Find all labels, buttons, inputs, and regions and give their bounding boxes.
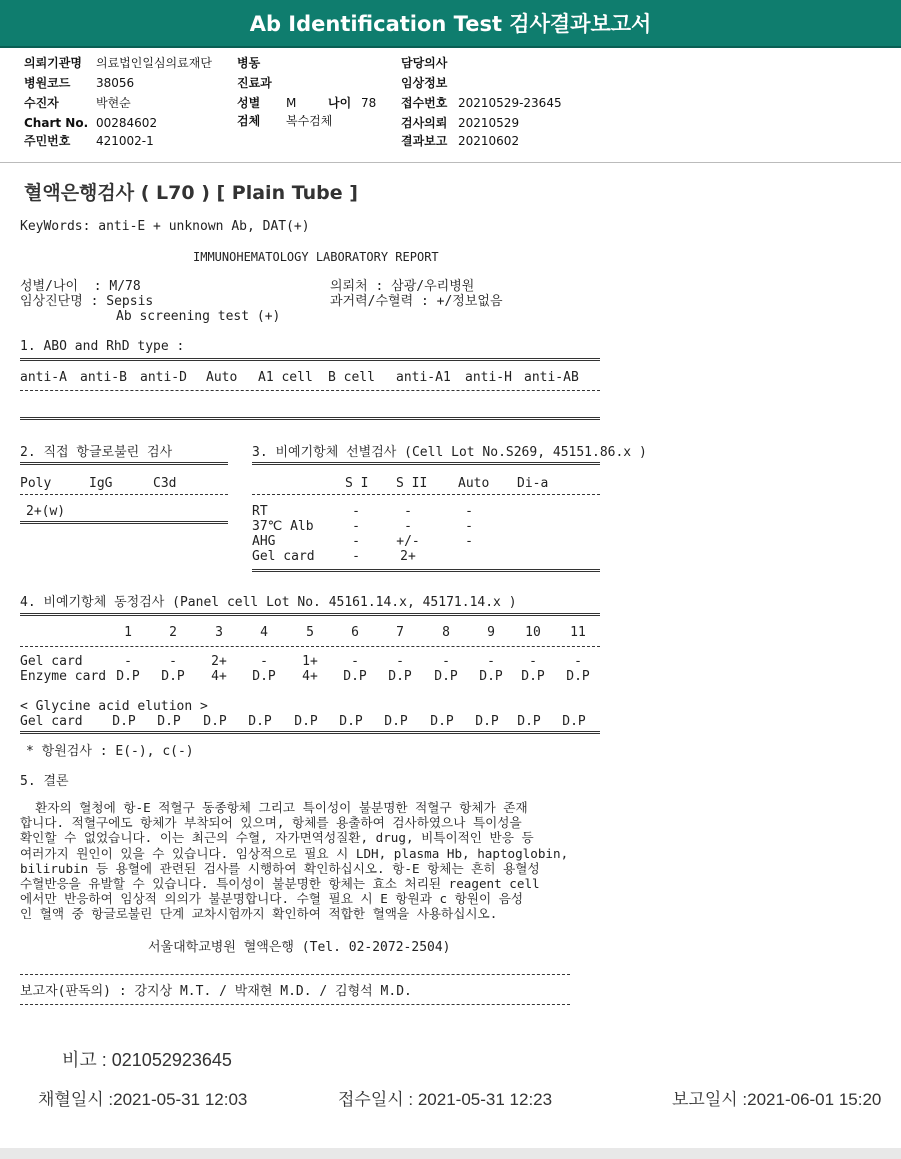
test-title: 혈액은행검사 ( L70 ) [ Plain Tube ]: [24, 182, 358, 204]
panel-cell: 4+: [211, 669, 227, 684]
panel-cell: -: [351, 654, 359, 669]
glycine-cell: D.P: [384, 714, 408, 729]
header-age: 나이: [328, 96, 352, 110]
abo-header: B cell: [328, 370, 375, 385]
report-title: Ab Identification Test 검사결과보고서: [0, 0, 901, 46]
conclusion-line: bilirubin 등 용혈에 관련된 검사를 시행하여 확인하십시오. 항-E 항체는 흔히 용혈성: [20, 860, 540, 876]
header-clinical-info: 임상정보: [401, 76, 448, 90]
screening-cell: +/-: [396, 534, 420, 549]
screening-header: Auto: [458, 476, 490, 491]
patient-diagnosis: 임상진단명 : Sepsis: [20, 294, 154, 309]
screening-row-label: Gel card: [252, 549, 315, 564]
header-chart-no-value: 00284602: [96, 116, 158, 130]
screening-cell: -: [352, 504, 360, 519]
panel-column-number: 9: [487, 625, 495, 640]
panel-column-number: 1: [124, 625, 132, 640]
header-department: 진료과: [237, 76, 272, 90]
conclusion-line: 합니다. 적혈구에도 항체가 부착되어 있으며, 항체를 용출하여 검사하였으나 특이성을: [20, 815, 522, 831]
header-specimen: 검체: [237, 114, 261, 128]
screening-cell: -: [465, 504, 473, 519]
header-patient-value: 박현순: [96, 96, 131, 110]
screening-row-label: 37℃ Alb: [252, 519, 314, 534]
section-2-bottom-rule: [20, 521, 228, 524]
reporter-bottom-rule: [20, 1004, 570, 1005]
screening-row-label: AHG: [252, 534, 276, 549]
panel-cell: -: [442, 654, 450, 669]
screening-cell: -: [352, 519, 360, 534]
reported-time: 보고일시 :2021-06-01 15:20: [672, 1090, 882, 1109]
abo-header: anti-A1: [396, 370, 451, 385]
title-underline: [0, 46, 901, 48]
abo-header: A1 cell: [258, 370, 313, 385]
panel-cell: -: [487, 654, 495, 669]
section-2-value: 2+(w): [26, 504, 66, 519]
section-4-bottom-rule: [20, 731, 600, 734]
header-sex-value: M: [286, 96, 297, 110]
dat-header: IgG: [89, 476, 113, 491]
glycine-cell: D.P: [203, 714, 227, 729]
section-3-bottom-rule: [252, 569, 600, 572]
lab-report-title: IMMUNOHEMATOLOGY LABORATORY REPORT: [193, 250, 439, 264]
panel-row-label: Gel card: [20, 654, 83, 669]
section-2-header-rule: [20, 494, 228, 495]
section-1-bottom-rule: [20, 417, 600, 420]
glycine-cell: D.P: [248, 714, 272, 729]
panel-row-label: Enzyme card: [20, 669, 107, 684]
header-institution: 의뢰기관명: [24, 56, 82, 70]
reporters: 보고자(판독의) : 강지상 M.T. / 박재현 M.D. / 김형석 M.D.: [20, 984, 412, 999]
header-age-value: 78: [361, 96, 377, 110]
patient-history: 과거력/수혈력 : +/정보없음: [330, 294, 503, 309]
header-report-date: 결과보고: [401, 134, 448, 148]
panel-cell: -: [529, 654, 537, 669]
screening-header: S I: [345, 476, 369, 491]
section-4-title: 4. 비예기항체 동정검사 (Panel cell Lot No. 45161.14.x, 45171.14.x ): [20, 595, 517, 610]
received-time: 접수일시 : 2021-05-31 12:23: [338, 1090, 553, 1109]
abo-header: Auto: [206, 370, 238, 385]
panel-column-number: 6: [351, 625, 359, 640]
screening-cell: -: [404, 504, 412, 519]
header-resident-no-value: 421002-1: [96, 134, 154, 148]
header-request-date: 검사의뢰: [401, 116, 448, 130]
screening-row-label: RT: [252, 504, 268, 519]
header-specimen-value: 복수검체: [286, 114, 333, 128]
header-institution-value: 의료법인일심의료재단: [96, 56, 212, 70]
section-2-title: 2. 직접 항글로불린 검사: [20, 445, 173, 460]
glycine-cell: D.P: [517, 714, 541, 729]
header-hospital-code: 병원코드: [24, 76, 71, 90]
keywords: KeyWords: anti-E + unknown Ab, DAT(+): [20, 219, 310, 234]
glycine-cell: D.P: [562, 714, 586, 729]
section-3-top-rule: [252, 462, 600, 465]
screening-cell: -: [465, 519, 473, 534]
abo-header: anti-B: [80, 370, 127, 385]
glycine-cell: D.P: [157, 714, 181, 729]
antigen-test: * 항원검사 : E(-), c(-): [26, 744, 194, 759]
section-4-top-rule: [20, 613, 600, 616]
panel-column-number: 7: [396, 625, 404, 640]
panel-cell: D.P: [343, 669, 367, 684]
section-3-title: 3. 비예기항체 선별검사 (Cell Lot No.S269, 45151.86.x ): [252, 445, 647, 460]
header-accession-value: 20210529-23645: [458, 96, 562, 110]
panel-cell: D.P: [566, 669, 590, 684]
reporter-top-rule: [20, 974, 570, 975]
panel-column-number: 4: [260, 625, 268, 640]
header-patient: 수진자: [24, 96, 59, 110]
patient-sex-age: 성별/나이 : M/78: [20, 279, 141, 294]
panel-cell: D.P: [161, 669, 185, 684]
panel-cell: D.P: [479, 669, 503, 684]
abo-header: anti-D: [140, 370, 187, 385]
section-1-header-rule: [20, 390, 600, 391]
conclusion-line: 에서만 반응하여 임상적 의의가 불분명합니다. 수혈 필요 시 E 항원과 c 항원이 음성: [20, 891, 524, 907]
glycine-title: < Glycine acid elution >: [20, 699, 208, 714]
panel-column-number: 8: [442, 625, 450, 640]
panel-cell: D.P: [252, 669, 276, 684]
header-doctor: 담당의사: [401, 56, 448, 70]
hospital-line: 서울대학교병원 혈액은행 (Tel. 02-2072-2504): [148, 940, 451, 955]
collected-time: 채혈일시 :2021-05-31 12:03: [38, 1090, 248, 1109]
glycine-cell: D.P: [112, 714, 136, 729]
glycine-row-label: Gel card: [20, 714, 83, 729]
note: 비고 : 021052923645: [62, 1050, 232, 1070]
panel-cell: 2+: [211, 654, 227, 669]
abo-header: anti-AB: [524, 370, 579, 385]
panel-cell: -: [169, 654, 177, 669]
screening-header: S II: [396, 476, 428, 491]
screening-cell: 2+: [400, 549, 416, 564]
screening-header: Di-a: [517, 476, 549, 491]
glycine-cell: D.P: [430, 714, 454, 729]
screening-cell: -: [465, 534, 473, 549]
panel-column-number: 2: [169, 625, 177, 640]
conclusion-line: 환자의 혈청에 항-E 적혈구 동종항체 그리고 특이성이 불분명한 적혈구 항체가 존재: [20, 800, 528, 815]
header-hospital-code-value: 38056: [96, 76, 135, 90]
patient-screening: Ab screening test (+): [116, 309, 281, 324]
panel-cell: -: [574, 654, 582, 669]
screening-cell: -: [352, 534, 360, 549]
patient-referral: 의뢰처 : 삼광/우리병원: [330, 279, 475, 294]
panel-cell: D.P: [521, 669, 545, 684]
panel-column-number: 5: [306, 625, 314, 640]
header-sex: 성별: [237, 96, 261, 110]
header-report-date-value: 20210602: [458, 134, 520, 148]
section-5-title: 5. 결론: [20, 774, 69, 789]
panel-column-number: 3: [215, 625, 223, 640]
panel-cell: -: [396, 654, 404, 669]
header-chart-no: Chart No.: [24, 116, 89, 130]
conclusion-line: 여러가지 원인이 있을 수 있습니다. 임상적으로 필요 시 LDH, plasma Hb, haptoglobin,: [20, 845, 569, 861]
panel-cell: D.P: [116, 669, 140, 684]
conclusion-line: 수혈반응을 유발할 수 있습니다. 특이성이 불분명한 항체는 효소 처리된 reagent cell: [20, 876, 540, 891]
bottom-strip: [0, 1148, 901, 1159]
dat-header: Poly: [20, 476, 52, 491]
screening-cell: -: [352, 549, 360, 564]
section-2-top-rule: [20, 462, 228, 465]
panel-cell: D.P: [388, 669, 412, 684]
screening-cell: -: [404, 519, 412, 534]
panel-cell: -: [260, 654, 268, 669]
header-resident-no: 주민번호: [24, 134, 71, 148]
section-1-top-rule: [20, 358, 600, 361]
panel-column-number: 10: [525, 625, 541, 640]
panel-cell: 4+: [302, 669, 318, 684]
abo-header: anti-H: [465, 370, 512, 385]
panel-cell: -: [124, 654, 132, 669]
abo-header: anti-A: [20, 370, 67, 385]
header-separator: [0, 162, 901, 163]
section-4-header-rule: [20, 646, 600, 647]
header-request-date-value: 20210529: [458, 116, 520, 130]
section-3-header-rule: [252, 494, 600, 495]
glycine-cell: D.P: [339, 714, 363, 729]
panel-cell: D.P: [434, 669, 458, 684]
glycine-cell: D.P: [475, 714, 499, 729]
panel-cell: 1+: [302, 654, 318, 669]
glycine-cell: D.P: [294, 714, 318, 729]
section-1-title: 1. ABO and RhD type :: [20, 339, 185, 354]
conclusion-line: 확인할 수 없었습니다. 이는 최근의 수혈, 자가면역성질환, drug, 비특이적인 반응 등: [20, 830, 534, 846]
panel-column-number: 11: [570, 625, 586, 640]
header-ward: 병동: [237, 56, 261, 70]
dat-header: C3d: [153, 476, 177, 491]
header-accession: 접수번호: [401, 96, 448, 110]
conclusion-line: 인 혈액 중 항글로불린 단계 교차시험까지 확인하여 적합한 혈액을 사용하십시오.: [20, 906, 498, 922]
